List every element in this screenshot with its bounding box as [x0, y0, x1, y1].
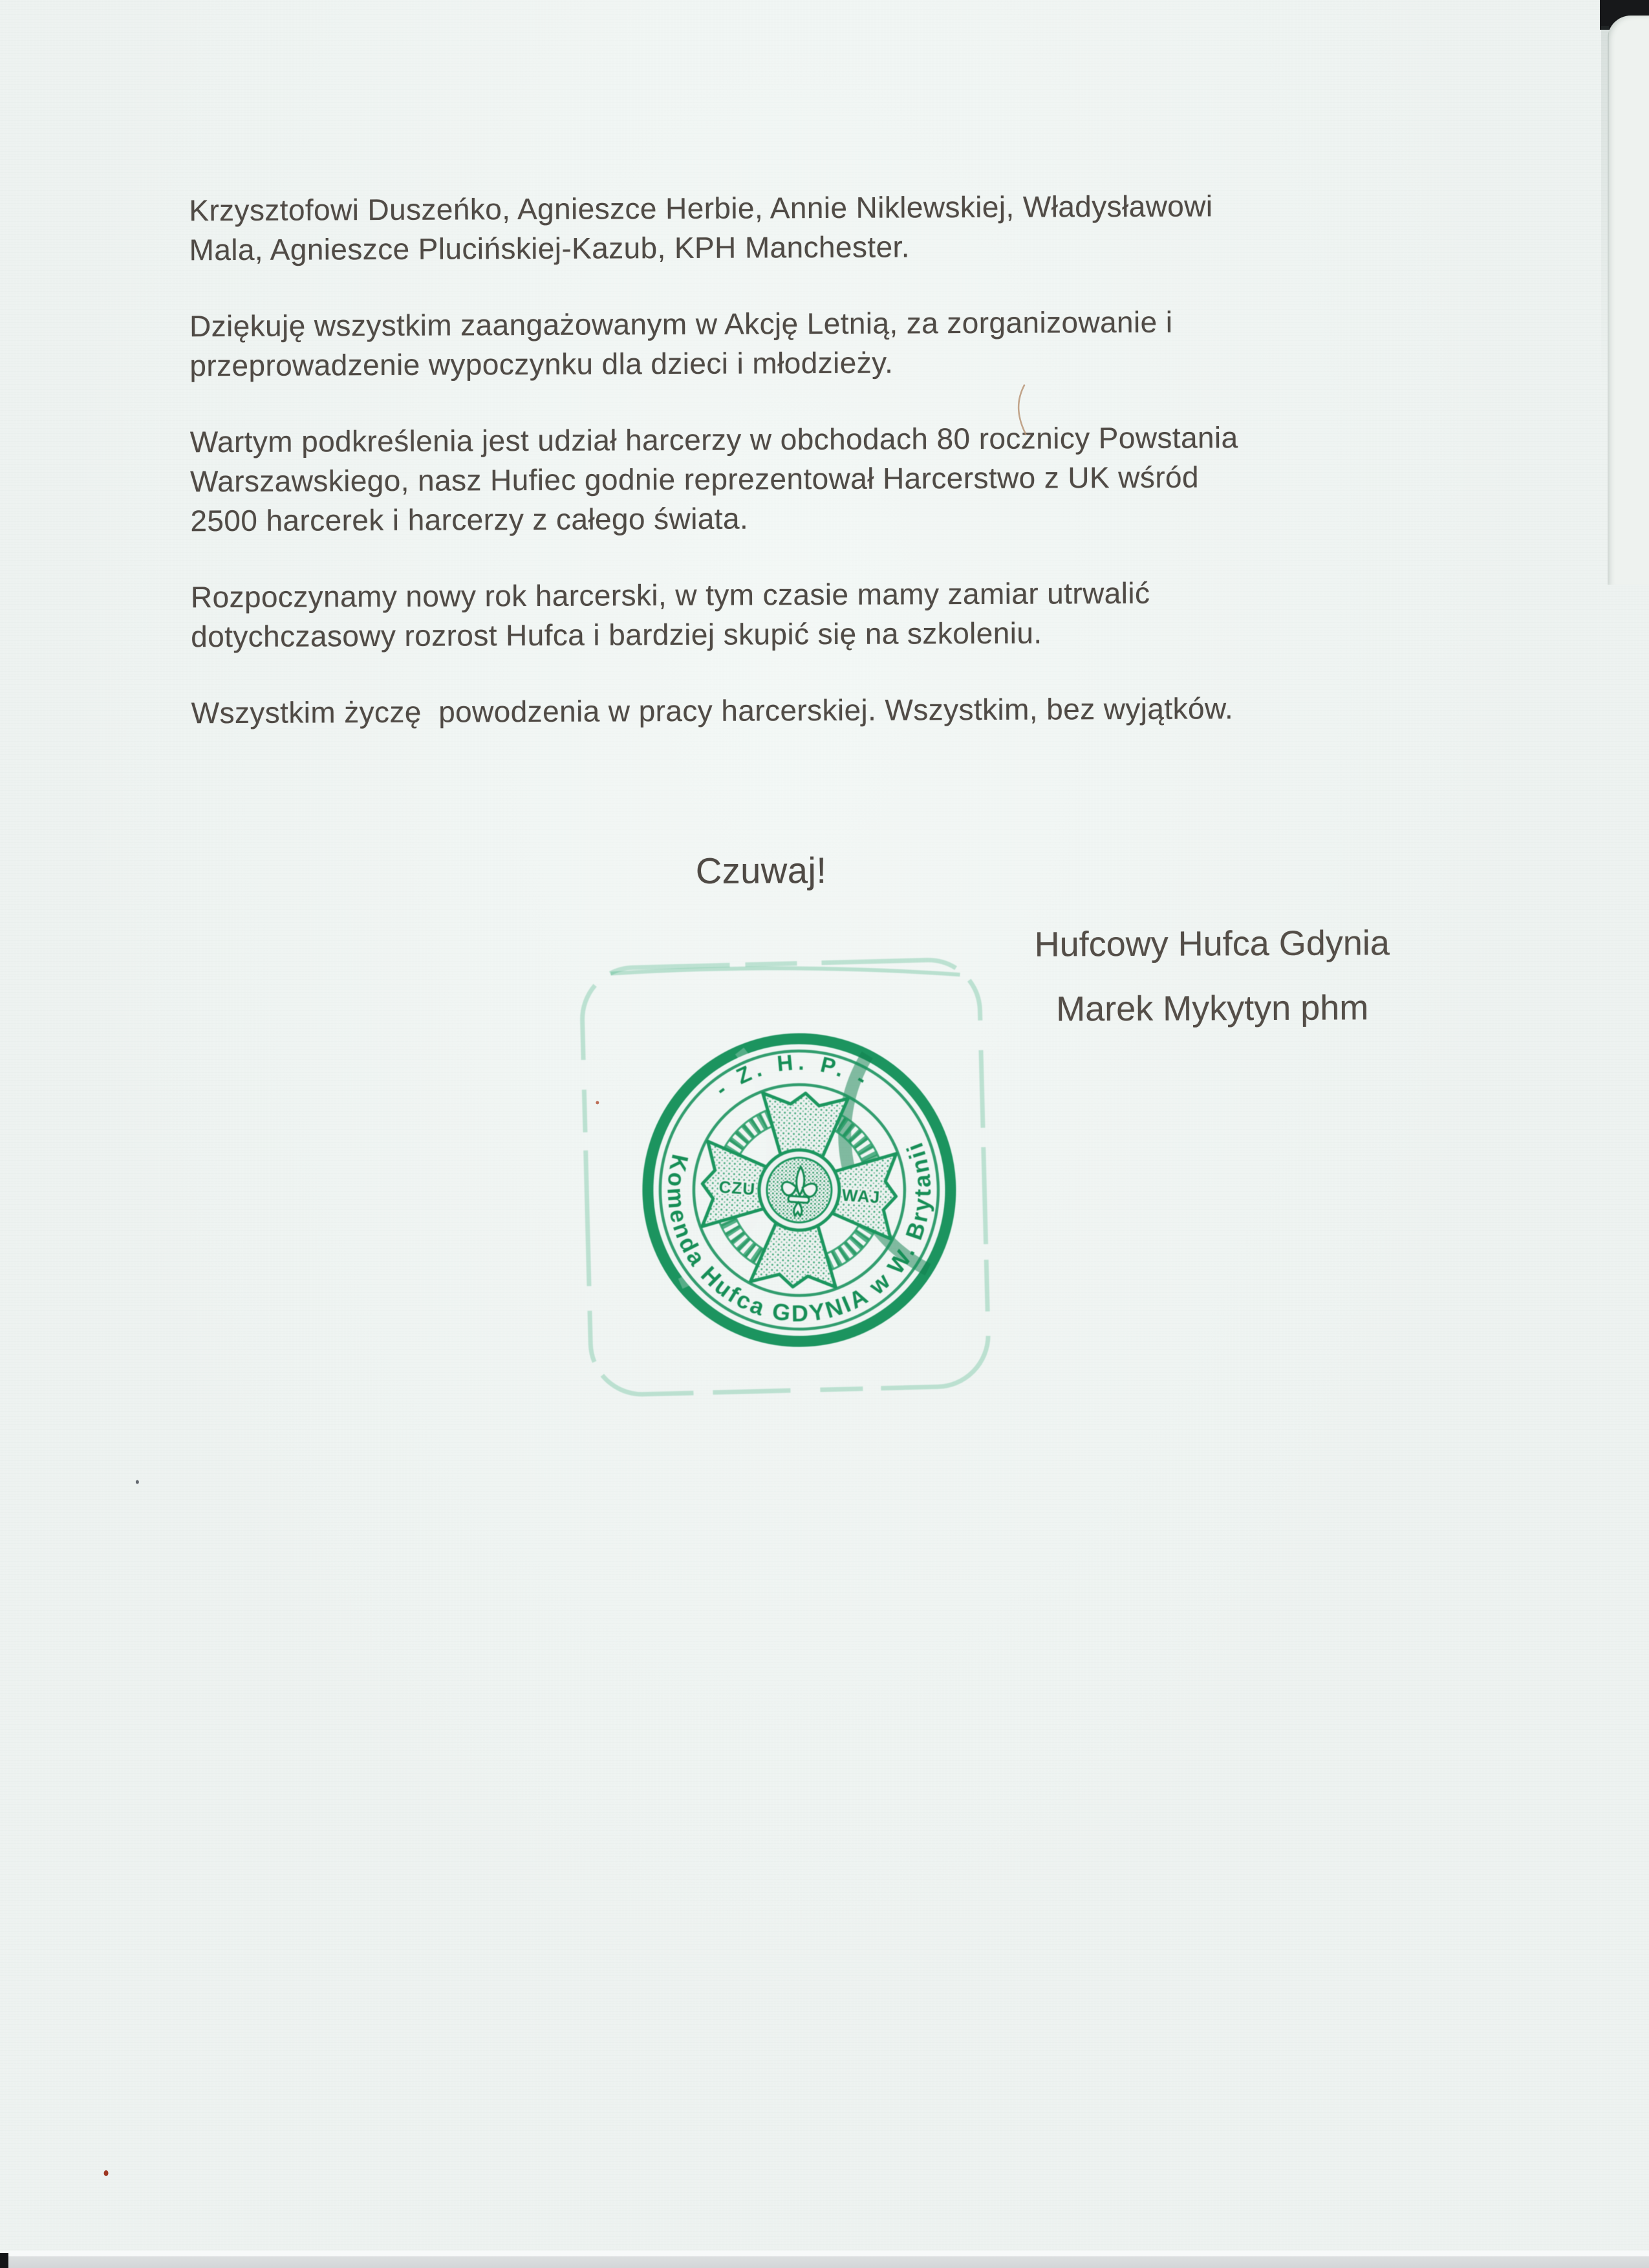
stamp-top-text: - Z. H. P. - [711, 1050, 875, 1102]
letter-line: Mala, Agnieszce Plucińskiej-Kazub, KPH Manchester. [189, 230, 910, 267]
zhp-rubber-stamp [565, 950, 1033, 1418]
stamp-seal-icon [565, 950, 1033, 1418]
scout-cross-icon [696, 1087, 902, 1293]
letter-paragraph [191, 572, 1407, 656]
paper-edge-seam [1601, 26, 1609, 388]
letter-closing: Czuwaj! [695, 849, 827, 891]
letter-line: 2500 harcerek i harcerzy z całego świata. [190, 501, 749, 538]
stamp-circle-group [640, 1030, 959, 1350]
signature-role: Hufcowy Hufca Gdynia [1034, 923, 1390, 964]
signature-block [970, 922, 1454, 1030]
letter-line: Warszawskiego, nasz Hufiec godnie reprezentował Harcerstwo z UK wśród [190, 460, 1200, 499]
letter-line: Krzysztofowi Duszeńko, Agnieszce Herbie, Annie Niklewskiej, Władysławowi [189, 189, 1213, 228]
paper-bottom-edge [0, 2251, 1649, 2256]
scan-speck-dark [136, 1480, 139, 1484]
scan-speck-red [596, 1101, 599, 1105]
letter-line: dotychczasowy rozrost Hufca i bardziej skupić się na szkoleniu. [191, 616, 1042, 654]
scan-speck-red [104, 2170, 109, 2176]
letter-line: Wszystkim życzę powodzenia w pracy harcerskiej. Wszystkim, bez wyjątków. [191, 691, 1234, 730]
scan-hair-artifact [1010, 382, 1039, 438]
stamp-bottom-text: Komenda Hufca GDYNIA w W. Brytanii [662, 1137, 936, 1327]
letter-paragraph [190, 417, 1406, 541]
letter-line: Dziękuję wszystkim zaangażowanym w Akcję Letnią, za zorganizowanie i [189, 305, 1173, 343]
letter-paragraph [189, 186, 1405, 270]
letter-paragraph [191, 688, 1407, 733]
stamp-cross-left-text: CZU [718, 1177, 757, 1199]
scanner-background-strip [0, 2256, 1649, 2268]
letter-line: Wartym podkreślenia jest udział harcerzy w obchodach 80 rocznicy Powstania [189, 420, 1238, 459]
letter-body [189, 186, 1407, 770]
letter-line: przeprowadzenie wypoczynku dla dzieci i młodzieży. [189, 345, 894, 383]
letter-paragraph [189, 301, 1406, 385]
signature-name: Marek Mykytyn phm [1055, 988, 1369, 1029]
stamp-cross-right-text: WAJ [841, 1185, 881, 1207]
underlying-sheet-corner [1608, 16, 1649, 585]
letter-line: Rozpoczynamy nowy rok harcerski, w tym czasie mamy zamiar utrwalić [190, 576, 1150, 614]
scanner-corner-shadow-bottom-left [0, 2253, 8, 2268]
